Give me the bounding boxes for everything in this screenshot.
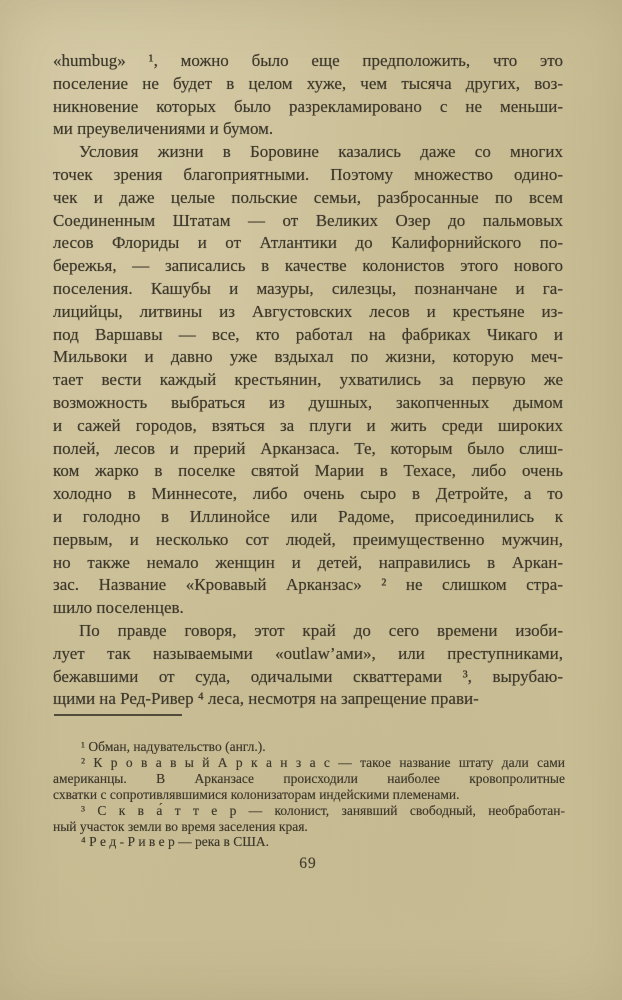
body-text-block (53, 50, 563, 711)
body-text-line: холодно в Миннесоте, либо очень сыро в Детройте, а то (53, 484, 563, 504)
body-text-line: ком жарко в поселке святой Марии в Техасе, либо очень (53, 461, 563, 481)
body-text-line: лует так называемыми «outlaw’ами», или преступниками, (53, 643, 563, 663)
body-text-line: полей, лесов и прерий Арканзаса. Те, которым было слиш- (53, 438, 563, 458)
body-text-line: бережья, — записались в качестве колонистов этого нового (53, 256, 563, 276)
body-text-line: Соединенным Штатам — от Великих Озер до пальмовых (53, 210, 563, 230)
footnote-separator-rule (54, 714, 182, 716)
body-text-line: под Варшавы — все, кто работал на фабриках Чикаго и (53, 324, 563, 344)
body-text-line: точек зрения благоприятными. Поэтому множество одино- (53, 164, 563, 184)
footnote-line: ⁴ Р е д - Р и в е р — река в США. (81, 834, 270, 850)
body-text-line: бежавшими от суда, одичалыми скваттерами ³, вырубаю- (53, 666, 563, 686)
body-text-line: чек и даже целые польские семьи, разбросанные по всем (53, 187, 563, 207)
body-text-line: тает вести каждый крестьянин, ухватились за первую же (53, 370, 563, 390)
body-text-line: зас. Название «Кровавый Арканзас» ² не слишком стра- (53, 575, 563, 595)
footnote-line: ный участок земли во время заселения края. (53, 818, 308, 834)
body-text-line: лесов Флориды и от Атлантики до Калифорнийского по- (53, 233, 563, 253)
body-text-line: первым, и несколько сот людей, преимущественно мужчин, (53, 529, 563, 549)
page-number: 69 (299, 855, 317, 872)
body-text-line: Мильвоки и давно уже вздыхал по жизни, которую меч- (53, 347, 563, 367)
body-text-line: ми преувеличениями и бумом. (53, 119, 274, 139)
footnote-line: ³ С к в а́ т т е р — колонист, занявший свободный, необработан- (81, 802, 565, 818)
footnote-line: американцы. В Арканзасе происходили наиболее кровопролитные (53, 770, 565, 786)
footnote-line: ² К р о в а в ы й А р к а н з а с — такое название штату дали сами (81, 754, 565, 770)
footnote-line: ¹ Обман, надувательство (англ.). (81, 739, 266, 754)
footnote-line: схватки с сопротивлявшимися колонизаторам индейскими племенами. (53, 786, 460, 802)
body-text-line: По правде говоря, этот край до сего времени изоби- (79, 620, 563, 640)
body-text-line: лицийцы, литвины из Августовских лесов и крестьяне из- (53, 301, 563, 321)
body-text-line: шило поселенцев. (53, 598, 184, 618)
body-text-line: но также немало женщин и детей, направились в Аркан- (53, 552, 563, 572)
body-text-line: Условия жизни в Боровине казались даже со многих (79, 142, 563, 162)
body-text-line: и сажей городов, взяться за плуги и жить среди широких (53, 415, 563, 435)
body-text-line: никновение которых было разрекламировано с не меньши- (53, 96, 563, 116)
footnotes-block (53, 739, 565, 850)
body-text-line: и голодно в Иллинойсе или Радоме, присоединились к (53, 506, 563, 526)
body-text-line: поселение не будет в целом хуже, чем тысяча других, воз- (53, 73, 563, 93)
body-text-line: возможность выбраться из душных, закопченных дымом (53, 392, 563, 412)
body-text-line: поселения. Кашубы и мазуры, силезцы, познанчане и га- (53, 278, 563, 298)
body-text-line: щими на Ред-Ривер ⁴ леса, несмотря на запрещение прави- (53, 689, 479, 709)
body-text-line: «humbug» ¹, можно было еще предположить, что это (53, 51, 563, 70)
